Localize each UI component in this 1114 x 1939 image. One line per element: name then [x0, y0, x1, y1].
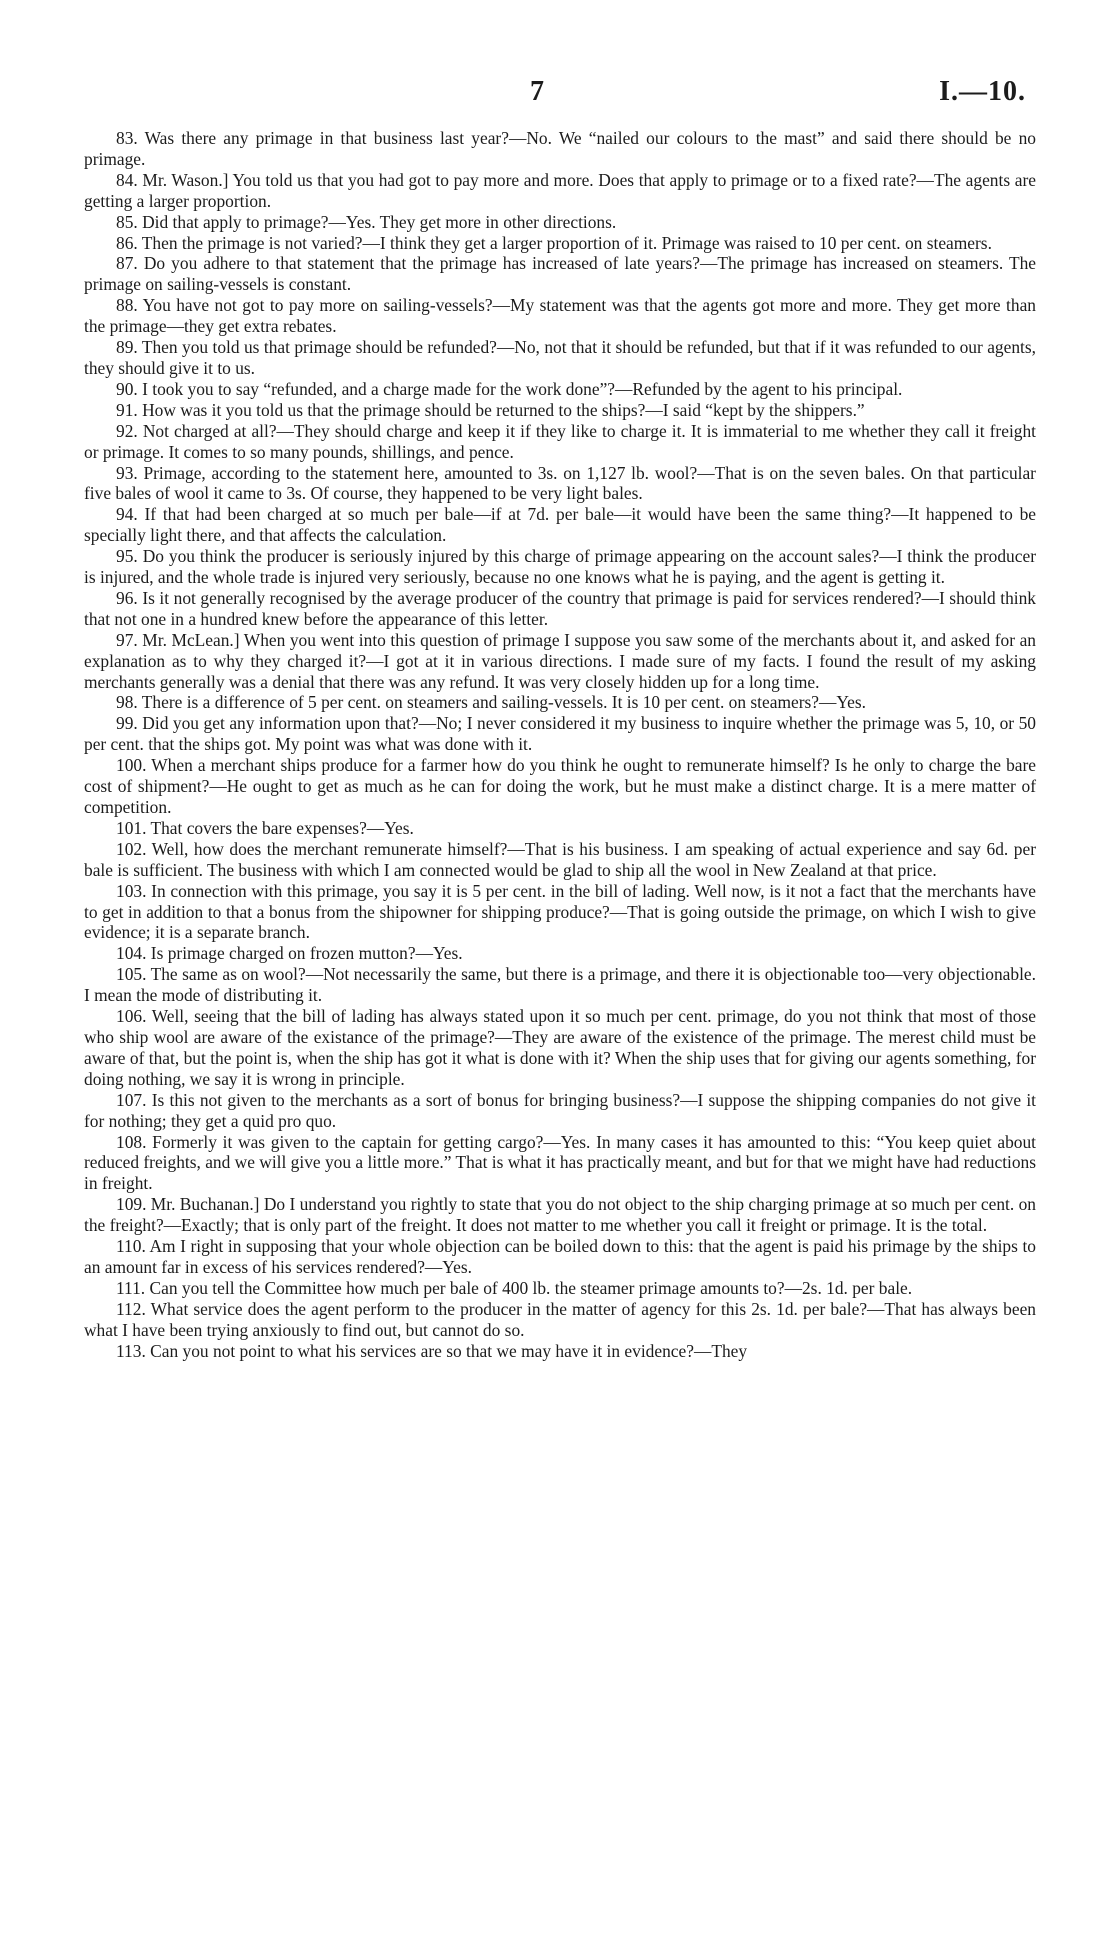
question-number: 84.	[116, 169, 138, 190]
question-text: How was it you told us that the primage should be returned to the ships?—I said “kept by the shippers.”	[142, 399, 865, 420]
question-text: The same as on wool?—Not necessarily the same, but there is a primage, and there it is objectionable too—very objectionable. I mean the mode of distributing it.	[84, 964, 1036, 1006]
question-number: 93.	[116, 462, 138, 483]
question-paragraph	[84, 1006, 1036, 1090]
question-number: 83.	[116, 128, 138, 148]
question-paragraph	[84, 504, 1036, 546]
question-number: 106.	[116, 1006, 147, 1027]
question-number: 98.	[116, 692, 138, 713]
question-number: 99.	[116, 713, 138, 734]
question-number: 91.	[116, 399, 138, 420]
document-reference: I.—10.	[939, 76, 1026, 107]
question-text: Mr. McLean.] When you went into this question of primage I suppose you saw some of the merchants about it, and asked for an explanation as to why they charged it?—I got at it in various directions. I made sure of my facts. I found the result of my asking merchants generally was a denial that there was any refund. It was very closely hidden up for a long time.	[84, 629, 1036, 692]
question-paragraph	[84, 170, 1036, 212]
question-text: Formerly it was given to the captain for getting cargo?—Yes. In many cases it has amounted to this: “You keep quiet about reduced freights, and we will give you a little more.” That is what it has practically meant, and but for that we might have had reductions in freight.	[84, 1131, 1037, 1194]
question-paragraph	[84, 1299, 1036, 1341]
question-text: That covers the bare expenses?—Yes.	[150, 817, 414, 838]
question-text: Can you tell the Committee how much per bale of 400 lb. the steamer primage amounts to?—2s. 1d. per bale.	[149, 1277, 913, 1298]
question-number: 100.	[116, 755, 147, 776]
question-number: 107.	[116, 1089, 147, 1110]
question-paragraph	[84, 463, 1036, 505]
question-number: 97.	[116, 629, 138, 650]
question-text: Mr. Buchanan.] Do I understand you rightly to state that you do not object to the ship charging primage at so much per cent. on the freight?—Exactly; that is only part of the freight. It does not matter to me whether you call it freight or primage. It is the total.	[84, 1194, 1036, 1236]
question-number: 105.	[116, 964, 147, 985]
question-number: 108.	[116, 1131, 147, 1152]
question-number: 104.	[116, 943, 147, 964]
question-text: Is this not given to the merchants as a sort of bonus for bringing business?—I suppose the shipping companies do not give it for nothing; they get a quid pro quo.	[84, 1089, 1036, 1131]
question-number: 86.	[116, 232, 138, 253]
page-number: 7	[530, 76, 544, 107]
question-text: Then you told us that primage should be refunded?—No, not that it should be refunded, but that if it was refunded to our agents, they should give it to us.	[84, 337, 1036, 378]
question-text: When a merchant ships produce for a farmer how do you think he ought to remunerate himself? Is he only to charge the bare cost of shipment?—He ought to get as much as he can for doing the work, but he must make a distinct charge. It is a mere matter of competition.	[84, 755, 1036, 817]
question-text: Do you think the producer is seriously injured by this charge of primage appearing on the account sales?—I think the producer is injured, and the whole trade is injured very seriously, because no one knows what he is paying, and the agent is getting it.	[84, 546, 1036, 588]
question-paragraph	[84, 379, 1036, 400]
question-paragraph	[84, 337, 1036, 379]
question-number: 94.	[116, 504, 138, 525]
question-text: You have not got to pay more on sailing-vessels?—My statement was that the agents got more and more. They get more than the primage—they get extra rebates.	[84, 295, 1036, 337]
question-text: There is a difference of 5 per cent. on steamers and sailing-vessels. It is 10 per cent. on steamers?—Yes.	[141, 692, 867, 713]
question-text: Not charged at all?—They should charge and keep it if they like to charge it. It is immaterial to me whether they call it freight or primage. It comes to so many pounds, shillings, and pence.	[84, 420, 1036, 462]
question-paragraph	[84, 1236, 1036, 1278]
question-paragraph	[84, 588, 1036, 630]
question-number: 89.	[116, 337, 138, 358]
question-number: 88.	[116, 295, 138, 316]
question-paragraph	[84, 1132, 1036, 1195]
question-paragraph	[84, 128, 1036, 170]
question-paragraph	[84, 630, 1036, 693]
question-text: I took you to say “refunded, and a charge made for the work done”?—Refunded by the agent to his principal.	[142, 378, 903, 399]
question-number: 110.	[116, 1236, 146, 1257]
question-text: Is it not generally recognised by the average producer of the country that primage is paid for services rendered?—I should think that not one in a hundred knew before the appearance of this letter.	[84, 587, 1036, 629]
question-paragraph	[84, 400, 1036, 421]
question-number: 109.	[116, 1194, 147, 1215]
question-paragraph	[84, 212, 1036, 233]
question-text: Then the primage is not varied?—I think they get a larger proportion of it. Primage was raised to 10 per cent. on steamers.	[141, 232, 992, 253]
question-paragraph	[84, 421, 1036, 463]
question-paragraph	[84, 546, 1036, 588]
evidence-text	[84, 128, 1036, 1361]
question-paragraph	[84, 295, 1036, 337]
question-number: 90.	[116, 378, 138, 399]
question-text: Can you not point to what his services are so that we may have it in evidence?—They	[150, 1340, 748, 1361]
question-number: 102.	[116, 838, 147, 859]
question-number: 96.	[116, 587, 138, 608]
question-text: Primage, according to the statement here, amounted to 3s. on 1,127 lb. wool?—That is on the seven bales. On that particular five bales of wool it came to 3s. Of course, they happened to be very light bales.	[84, 462, 1036, 504]
question-paragraph	[84, 755, 1036, 818]
question-number: 101.	[116, 817, 147, 838]
question-paragraph	[84, 713, 1036, 755]
question-number: 112.	[116, 1298, 146, 1319]
question-text: What service does the agent perform to the producer in the matter of agency for this 2s. 1d. per bale?—That has always been what I have been trying anxiously to find out, but cannot do so.	[84, 1298, 1036, 1340]
question-paragraph	[84, 881, 1036, 944]
question-paragraph	[84, 1341, 1036, 1362]
question-number: 103.	[116, 880, 147, 901]
question-paragraph	[84, 839, 1036, 881]
question-number: 111.	[116, 1277, 146, 1298]
question-paragraph	[84, 964, 1036, 1006]
question-paragraph	[84, 692, 1036, 713]
question-paragraph	[84, 818, 1036, 839]
question-number: 85.	[116, 211, 138, 232]
question-number: 113.	[116, 1340, 146, 1361]
question-text: Mr. Wason.] You told us that you had got to pay more and more. Does that apply to primage or to a fixed rate?—The agents are getting a larger proportion.	[84, 169, 1036, 211]
question-text: Is primage charged on frozen mutton?—Yes.	[150, 943, 463, 964]
question-paragraph	[84, 1278, 1036, 1299]
question-paragraph	[84, 943, 1036, 964]
question-text: Did that apply to primage?—Yes. They get more in other directions.	[142, 211, 617, 232]
question-number: 87.	[116, 253, 138, 274]
question-text: Well, seeing that the bill of lading has always stated upon it so much per cent. primage, do you not think that most of those who ship wool are aware of the existance of the primage?—They are aware of the existence of the primage. The merest child must be aware of that, but the point is, when the ship has got it what is done with it? When the ship uses that for giving our agents something, for doing nothing, we say it is wrong in principle.	[84, 1006, 1036, 1089]
question-text: Did you get any information upon that?—No; I never considered it my business to inquire whether the primage was 5, 10, or 50 per cent. that the ships got. My point was what was done with it.	[84, 713, 1036, 755]
question-paragraph	[84, 1194, 1036, 1236]
question-text: Do you adhere to that statement that the primage has increased of late years?—The primage has increased on steamers. The primage on sailing-vessels is constant.	[84, 253, 1036, 295]
question-number: 95.	[116, 546, 138, 567]
question-text: Well, how does the merchant remunerate himself?—That is his business. I am speaking of actual experience and say 6d. per bale is sufficient. The business with which I am connected would be glad to ship all the wool in New Zealand at that price.	[84, 838, 1036, 880]
question-number: 92.	[116, 420, 138, 441]
question-paragraph	[84, 1090, 1036, 1132]
question-text: Am I right in supposing that your whole objection can be boiled down to this: that the agent is paid his primage by the ships to an amount far in excess of his services rendered?—Yes.	[84, 1236, 1037, 1277]
question-text: In connection with this primage, you say it is 5 per cent. in the bill of lading. Well now, is it not a fact that the merchants have to get in addition to that a bonus from the shipowner for shipping produce?—That is going outside the primage, on which I wish to give evidence; it is a separate branch.	[84, 880, 1036, 943]
question-paragraph	[84, 253, 1036, 295]
question-text: Was there any primage in that business last year?—No. We “nailed our colours to the mast” and said there should be no primage.	[84, 128, 1036, 169]
question-text: If that had been charged at so much per bale—if at 7d. per bale—it would have been the same thing?—It happened to be specially light there, and that affects the calculation.	[84, 504, 1036, 546]
question-paragraph	[84, 233, 1036, 254]
